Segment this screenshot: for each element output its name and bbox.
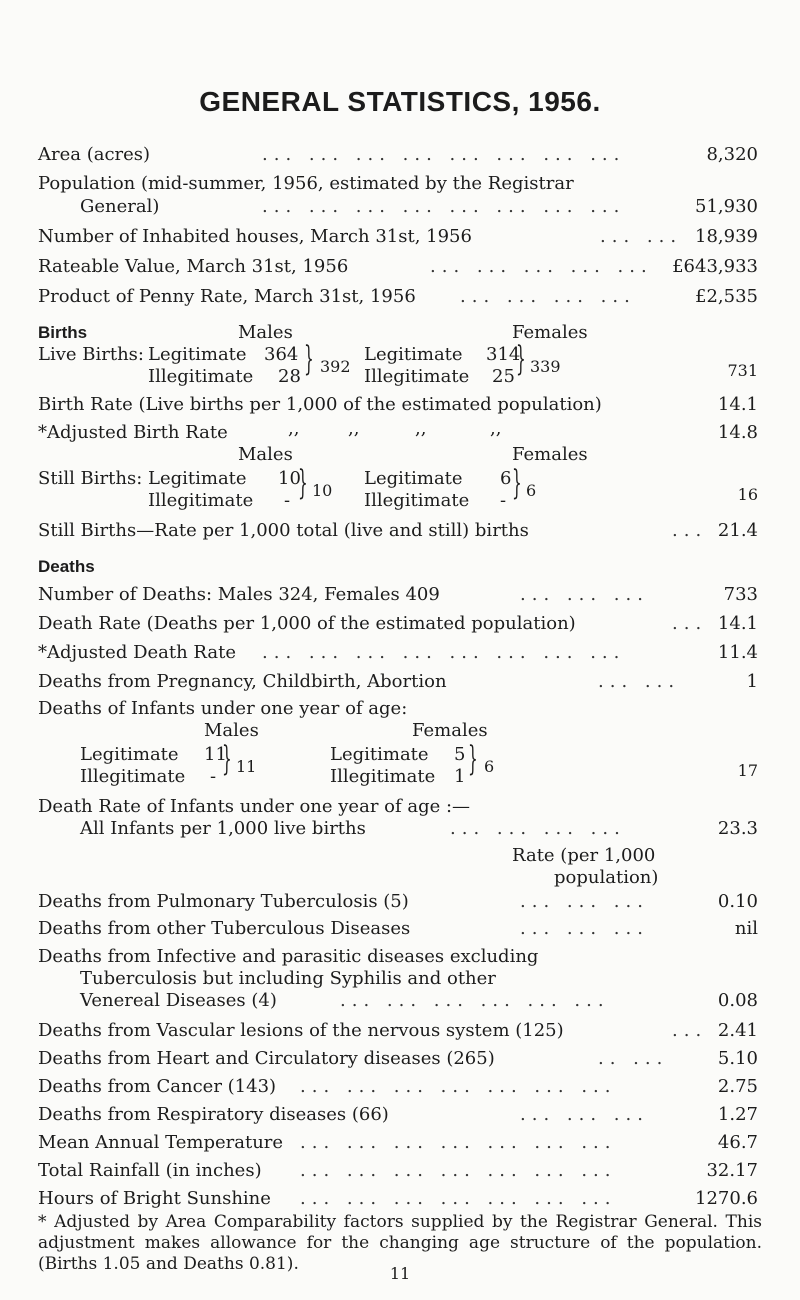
ditto-mark: ,, — [348, 418, 360, 439]
female-illegit-births: 25 — [492, 366, 515, 387]
leader-dots: ... ... ... ... ... ... ... ... — [262, 144, 626, 165]
illegitimate-label: Illegitimate — [148, 490, 254, 511]
cause-label: Deaths from Heart and Circulatory diseases (265) — [38, 1048, 495, 1069]
brace: } — [298, 463, 308, 503]
illegitimate-label: Illegitimate — [364, 366, 470, 387]
still-male-legit: 10 — [278, 468, 301, 489]
adjusted-death-rate-value: 11.4 — [717, 642, 758, 663]
rate-column-header-cont: population) — [554, 867, 659, 888]
rainfall-label: Total Rainfall (in inches) — [38, 1160, 262, 1181]
still-male-total: 10 — [312, 481, 333, 500]
cause-value: nil — [734, 918, 758, 939]
legitimate-label: Legitimate — [364, 344, 463, 365]
births-females-heading: Females — [512, 322, 588, 343]
cause-value: 0.10 — [717, 891, 758, 912]
brace: } — [468, 739, 478, 779]
infant-rate-value: 23.3 — [717, 818, 758, 839]
leader-dots: ... ... ... — [520, 918, 649, 939]
houses-label: Number of Inhabited houses, March 31st, 1956 — [38, 226, 472, 247]
deaths-number-value: 733 — [723, 584, 758, 605]
infant-females-heading: Females — [412, 720, 488, 741]
leader-dots: ... — [672, 520, 708, 541]
leader-dots: ... ... ... ... — [450, 818, 626, 839]
cause-label: Deaths from Respiratory diseases (66) — [38, 1104, 389, 1125]
infective-label: Deaths from Infective and parasitic diseases excluding — [38, 946, 539, 967]
still-male-illegit: - — [284, 490, 291, 511]
illegitimate-label: Illegitimate — [330, 766, 436, 787]
area-label: Area (acres) — [38, 144, 151, 165]
penny-rate-value: £2,535 — [695, 286, 758, 307]
cause-value: 2.75 — [717, 1076, 758, 1097]
ditto-mark: ,, — [415, 418, 427, 439]
births-males-heading: Males — [238, 322, 293, 343]
still-female-illegit: - — [500, 490, 507, 511]
illegitimate-label: Illegitimate — [80, 766, 186, 787]
infant-rate-label: Death Rate of Infants under one year of age :— — [38, 796, 471, 817]
ditto-mark: ,, — [490, 418, 502, 439]
infant-male-illegit: - — [210, 766, 217, 787]
leader-dots: ... ... ... ... ... ... ... ... — [262, 642, 626, 663]
male-live-total: 392 — [320, 357, 351, 376]
birth-rate-label: Birth Rate (Live births per 1,000 of the estimated population) — [38, 394, 602, 415]
deaths-heading: Deaths — [38, 557, 95, 576]
leader-dots: ... — [672, 613, 708, 634]
adjusted-birth-rate-value: 14.8 — [717, 422, 758, 443]
still-female-legit: 6 — [500, 468, 512, 489]
leader-dots: ... ... ... ... ... ... ... — [300, 1076, 617, 1097]
area-value: 8,320 — [706, 144, 758, 165]
leader-dots: ... ... ... ... ... ... — [340, 990, 610, 1011]
infant-males-heading: Males — [204, 720, 259, 741]
population-label: Population (mid-summer, 1956, estimated by the Registrar — [38, 173, 574, 194]
legitimate-label: Legitimate — [80, 744, 179, 765]
female-live-total: 339 — [530, 357, 561, 376]
leader-dots: ... ... — [600, 226, 683, 247]
still-female-total: 6 — [526, 481, 537, 500]
rateable-label: Rateable Value, March 31st, 1956 — [38, 256, 349, 277]
page-title: GENERAL STATISTICS, 1956. — [199, 86, 601, 117]
rainfall-value: 32.17 — [706, 1160, 758, 1181]
legitimate-label: Legitimate — [148, 468, 247, 489]
cause-value: 1.27 — [717, 1104, 758, 1125]
birth-rate-value: 14.1 — [717, 394, 758, 415]
temperature-value: 46.7 — [717, 1132, 758, 1153]
death-rate-value: 14.1 — [717, 613, 758, 634]
leader-dots: ... ... ... ... ... ... ... — [300, 1160, 617, 1181]
leader-dots: ... ... ... ... ... — [430, 256, 653, 277]
leader-dots: .. ... — [598, 1048, 669, 1069]
infective-value: 0.08 — [717, 990, 758, 1011]
cause-label: Deaths from Vascular lesions of the nervous system (125) — [38, 1020, 564, 1041]
legitimate-label: Legitimate — [330, 744, 429, 765]
infant-male-total: 11 — [236, 757, 257, 776]
sunshine-value: 1270.6 — [695, 1188, 758, 1209]
adjusted-birth-rate-label: *Adjusted Birth Rate — [38, 422, 228, 443]
illegitimate-label: Illegitimate — [148, 366, 254, 387]
leader-dots: ... ... ... ... ... ... ... — [300, 1188, 617, 1209]
male-legit-births: 364 — [264, 344, 299, 365]
leader-dots: ... ... ... ... ... ... ... — [300, 1132, 617, 1153]
infective-label-cont: Tuberculosis but including Syphilis and other — [80, 968, 496, 989]
still-births-label: Still Births: — [38, 468, 143, 489]
brace: } — [512, 463, 522, 503]
infant-female-legit: 5 — [454, 744, 466, 765]
temperature-label: Mean Annual Temperature — [38, 1132, 284, 1153]
pregnancy-deaths-label: Deaths from Pregnancy, Childbirth, Abortion — [38, 671, 447, 692]
death-rate-label: Death Rate (Deaths per 1,000 of the estimated population) — [38, 613, 576, 634]
leader-dots: ... ... — [598, 671, 681, 692]
brace: } — [222, 739, 232, 779]
leader-dots: ... ... ... — [520, 1104, 649, 1125]
cause-label: Deaths from Pulmonary Tuberculosis (5) — [38, 891, 409, 912]
legitimate-label: Legitimate — [364, 468, 463, 489]
still-births-total: 16 — [737, 485, 758, 504]
still-males-heading: Males — [238, 444, 293, 465]
illegitimate-label: Illegitimate — [364, 490, 470, 511]
cause-label: Deaths from Cancer (143) — [38, 1076, 277, 1097]
legitimate-label: Legitimate — [148, 344, 247, 365]
leader-dots: ... ... ... — [520, 584, 649, 605]
population-label-cont: General) — [80, 196, 160, 217]
brace: } — [304, 339, 314, 379]
still-rate-value: 21.4 — [717, 520, 758, 541]
births-heading: Births — [38, 323, 88, 342]
page-number: 11 — [389, 1264, 411, 1283]
still-females-heading: Females — [512, 444, 588, 465]
infant-deaths-total: 17 — [737, 761, 758, 780]
leader-dots: ... — [672, 1020, 708, 1041]
houses-value: 18,939 — [695, 226, 758, 247]
cause-value: 5.10 — [717, 1048, 758, 1069]
rate-column-header: Rate (per 1,000 — [512, 845, 656, 866]
population-value: 51,930 — [695, 196, 758, 217]
infant-female-illegit: 1 — [454, 766, 466, 787]
female-legit-births: 314 — [486, 344, 521, 365]
infant-deaths-label: Deaths of Infants under one year of age: — [38, 698, 408, 719]
infant-female-total: 6 — [484, 757, 495, 776]
penny-rate-label: Product of Penny Rate, March 31st, 1956 — [38, 286, 416, 307]
rateable-value: £643,933 — [672, 256, 758, 277]
infant-rate-label-cont: All Infants per 1,000 live births — [80, 818, 366, 839]
cause-value: 2.41 — [717, 1020, 758, 1041]
brace: } — [516, 339, 526, 379]
adjusted-death-rate-label: *Adjusted Death Rate — [38, 642, 237, 663]
footnote: * Adjusted by Area Comparability factors supplied by the Registrar General. This adjustment makes allowance for the changing age structure of the population. (Births 1.05 and Deaths 0.81). — [38, 1212, 762, 1274]
live-births-total: 731 — [727, 361, 758, 380]
infective-label-cont: Venereal Diseases (4) — [80, 990, 277, 1011]
cause-label: Deaths from other Tuberculous Diseases — [38, 918, 411, 939]
leader-dots: ... ... ... ... ... ... ... ... — [262, 196, 626, 217]
infant-male-legit: 11 — [204, 744, 227, 765]
still-rate-label: Still Births—Rate per 1,000 total (live and still) births — [38, 520, 529, 541]
ditto-mark: ,, — [288, 418, 300, 439]
live-births-label: Live Births: — [38, 344, 144, 365]
deaths-number-label: Number of Deaths: Males 324, Females 409 — [38, 584, 440, 605]
male-illegit-births: 28 — [278, 366, 301, 387]
pregnancy-deaths-value: 1 — [746, 671, 758, 692]
leader-dots: ... ... ... — [520, 891, 649, 912]
sunshine-label: Hours of Bright Sunshine — [38, 1188, 271, 1209]
leader-dots: ... ... ... ... — [460, 286, 636, 307]
